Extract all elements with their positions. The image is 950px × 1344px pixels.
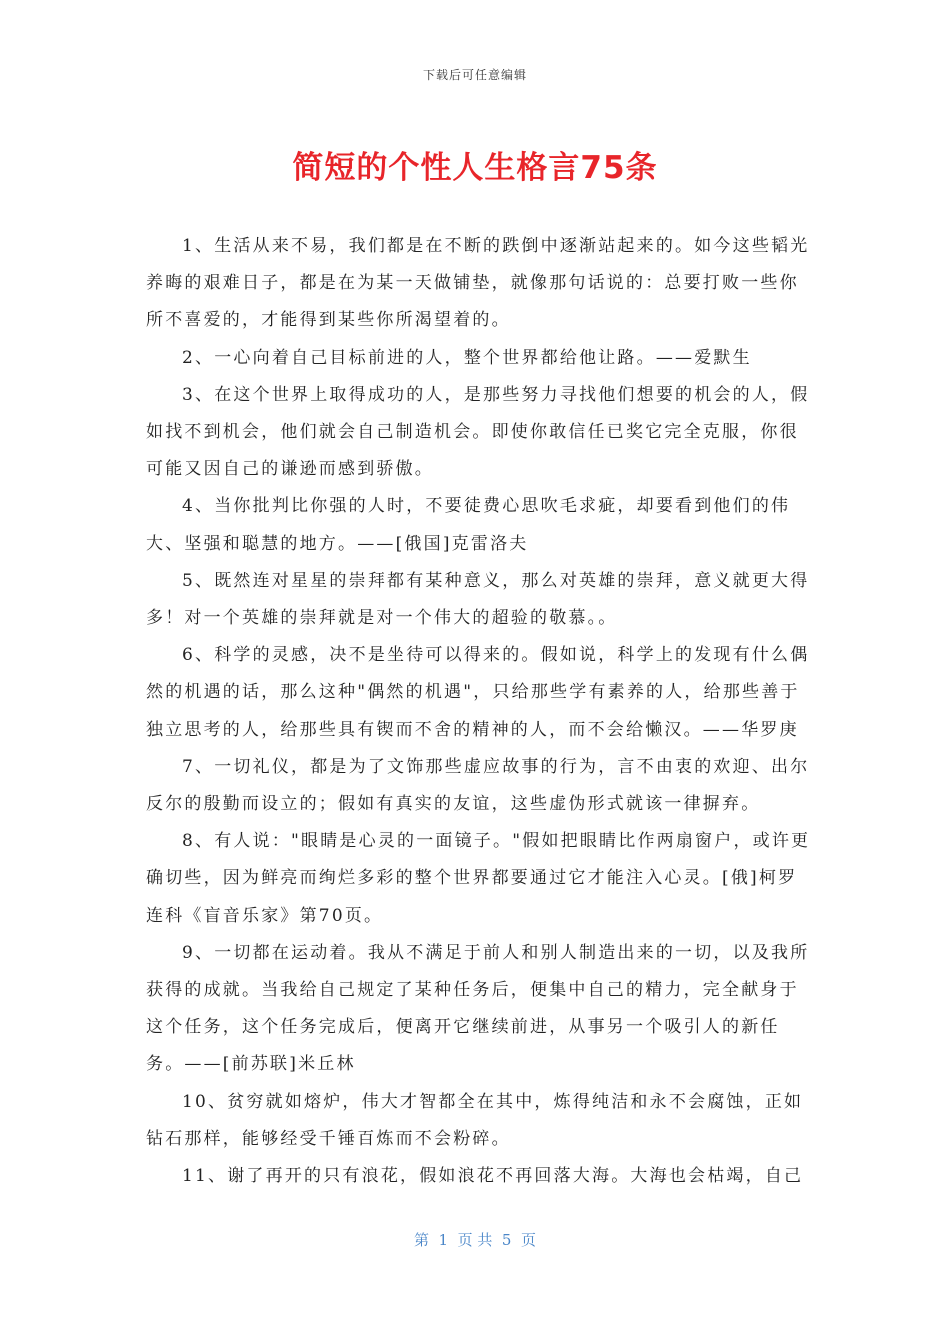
paragraph: 7、一切礼仪，都是为了文饰那些虚应故事的行为，言不由衷的欢迎、出尔反尔的殷勤而设立的；假如有真实的友谊，这些虚伪形式就该一律摒弃。 [146, 756, 810, 815]
header-note: 下载后可任意编辑 [422, 68, 527, 82]
paragraph: 3、在这个世界上取得成功的人，是那些努力寻找他们想要的机会的人，假如找不到机会，他们就会自己制造机会。即使你敢信任已奖它完全克服，你很可能又因自己的谦逊而感到骄傲。 [146, 384, 810, 480]
paragraph: 6、科学的灵感，决不是坐待可以得来的。假如说，科学上的发现有什么偶然的机遇的话，那么这种"偶然的机遇"，只给那些学有素养的人，给那些善于独立思考的人，给那些具有锲而不舍的精神的人，而不会给懒汉。——华罗庚 [146, 645, 810, 740]
paragraph: 1、生活从来不易，我们都是在不断的跌倒中逐渐站起来的。如今这些韬光养晦的艰难日子，都是在为某一天做铺垫，就像那句话说的：总要打败一些你所不喜爱的，才能得到某些你所渴望着的。 [146, 236, 810, 331]
paragraph: 4、当你批判比你强的人时，不要徒费心思吹毛求疵，却要看到他们的伟大、坚强和聪慧的地方。——[俄国]克雷洛夫 [146, 496, 791, 554]
document-body [146, 228, 812, 1195]
paragraph: 10、贫穷就如熔炉，伟大才智都全在其中，炼得纯洁和永不会腐蚀，正如钻石那样，能够经受千锤百炼而不会粉碎。 [146, 1091, 804, 1149]
paragraph: 2、一心向着自己目标前进的人，整个世界都给他让路。——爱默生 [182, 347, 752, 368]
paragraph: 11、谢了再开的只有浪花，假如浪花不再回落大海。大海也会枯竭，自己 [182, 1166, 804, 1187]
document-title: 简短的个性人生格言75条 [292, 150, 658, 186]
paragraph: 5、既然连对星星的崇拜都有某种意义，那么对英雄的崇拜，意义就更大得多！对一个英雄的崇拜就是对一个伟大的超验的敬慕。。 [146, 570, 810, 629]
paragraph: 9、一切都在运动着。我从不满足于前人和别人制造出来的一切，以及我所获得的成就。当我给自己规定了某种任务后，便集中自己的精力，完全献身于这个任务，这个任务完成后，便离开它继续前进，从事另一个吸引人的新任务。——[前苏联]米丘林 [146, 942, 810, 1075]
paragraph: 8、有人说："眼睛是心灵的一面镜子。"假如把眼睛比作两扇窗户，或许更确切些，因为鲜亮而绚烂多彩的整个世界都要通过它才能注入心灵。[俄]柯罗连科《盲音乐家》第70页。 [146, 831, 811, 926]
page-number-footer: 第 1 页 共 5 页 [414, 1231, 536, 1249]
